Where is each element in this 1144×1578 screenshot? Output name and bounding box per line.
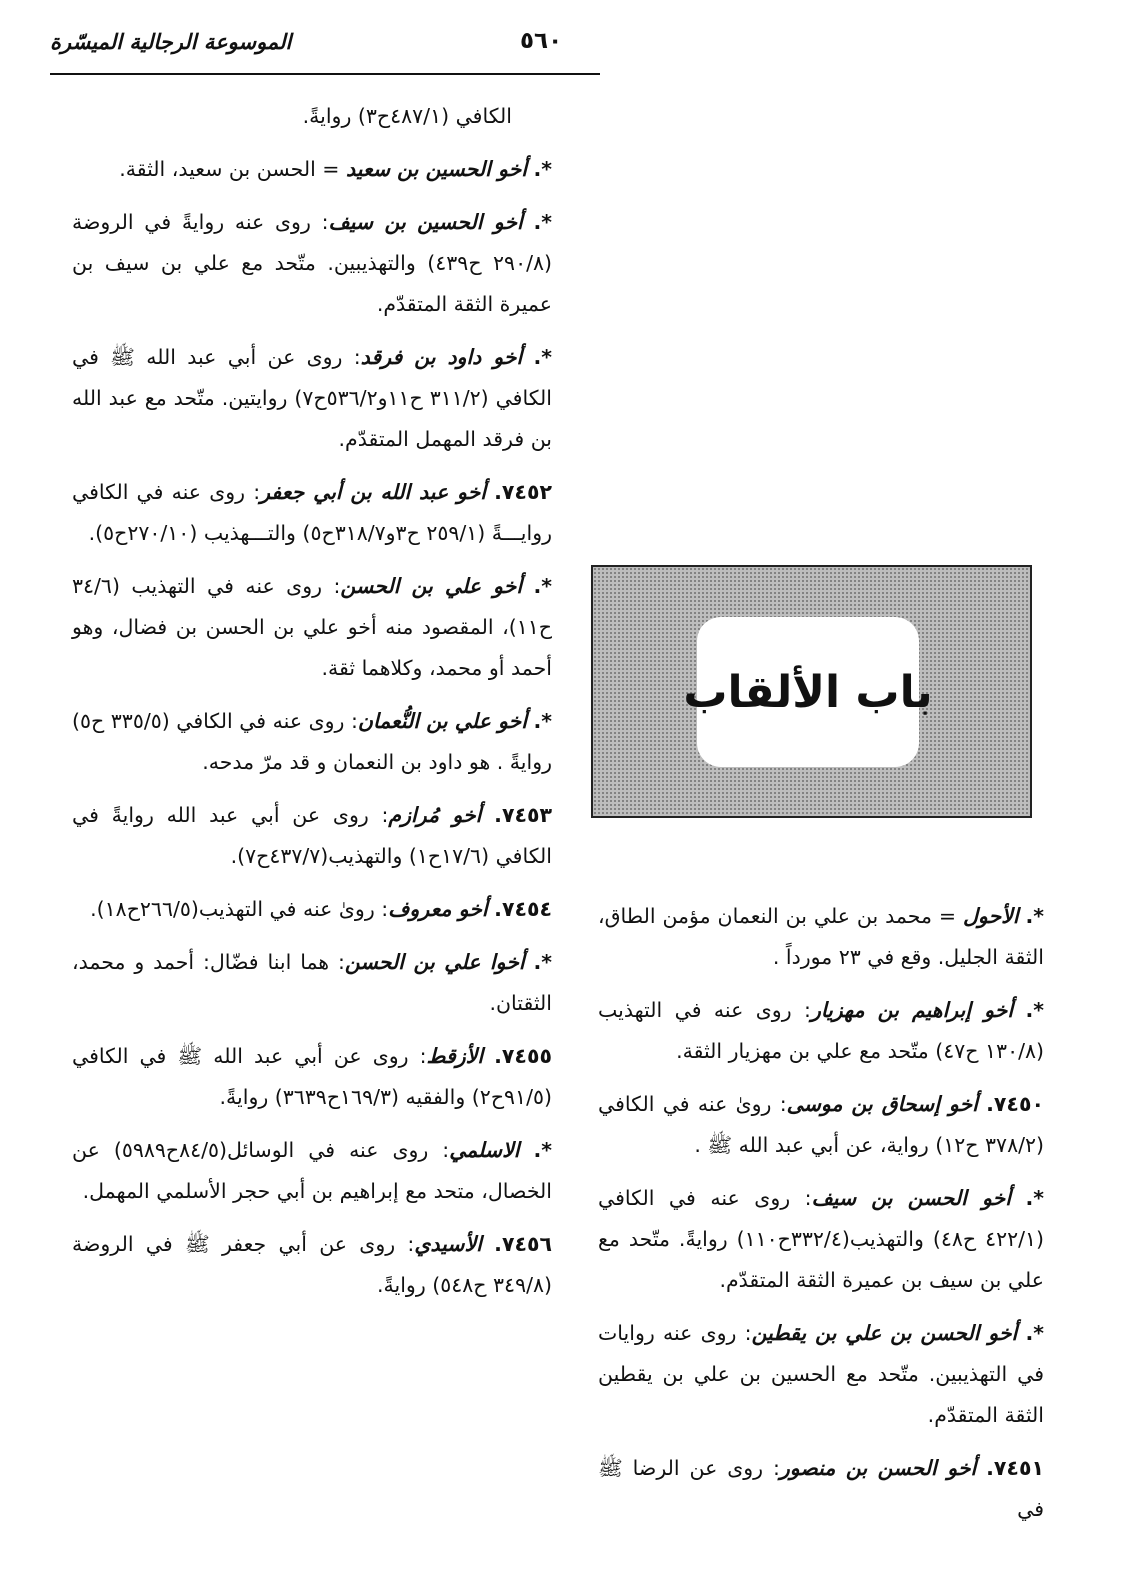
entry-marker: *. xyxy=(533,1138,552,1162)
entry-name: الأزقط xyxy=(426,1044,484,1068)
entry-text: : روى عنه في الكافي (٣٣٥/٥ ح٥) روايةً . هو داود بن النعمان و قد مرّ مدحه. xyxy=(72,709,552,774)
entry-text: : روى عن أبي عبد الله ﷺ في الكافي (٣١١/٢ ح١١و٥٣٦/٢ح٧) روايتين. متّحد مع عبد الله بن فرقد المهمل المتقدّم. xyxy=(72,345,552,451)
entry-text: : روى عنه روايةً في الروضة (٢٩٠/٨ ح٤٣٩) والتهذيبين. متّحد مع علي بن سيف بن عميرة الثقة المتقدّم. xyxy=(72,210,552,316)
entry xyxy=(598,1313,1044,1436)
entry-marker: ٧٤٥٤. xyxy=(494,897,552,921)
entry-text: : روىٰ عنه في التهذيب(٢٦٦/٥ح١٨). xyxy=(90,897,389,921)
entry xyxy=(72,337,552,460)
entry xyxy=(72,889,552,930)
entry-name: أخو إبراهيم بن مهزيار xyxy=(810,998,1014,1022)
entry-marker: ٧٤٥٣. xyxy=(494,803,552,827)
entry-name: أخو الحسن بن سيف xyxy=(811,1186,1011,1210)
entry-name: أخو داود بن فرقد xyxy=(360,345,523,369)
entry-marker: *. xyxy=(1025,998,1044,1022)
entry-name: أخو الحسين بن سعيد xyxy=(346,157,527,181)
entry-text: : روى عن أبي عبد الله روايةً في الكافي (١٧/٦ح١) والتهذيب(٤٣٧/٧ح٧). xyxy=(72,803,552,868)
entry-name: أخو الحسين بن سيف xyxy=(328,210,523,234)
entry-text: : روىٰ عنه في الكافي (٣٧٨/٢ ح١٢) رواية، عن أبي عبد الله ﷺ . xyxy=(598,1092,1044,1157)
entry xyxy=(72,202,552,325)
entry-marker: *. xyxy=(1025,904,1044,928)
continuation-text: الكافي (٤٨٧/١ح٣) روايةً. xyxy=(302,104,512,128)
entry xyxy=(72,472,552,554)
entry-marker: ٧٤٥٥. xyxy=(494,1044,552,1068)
entry xyxy=(598,990,1044,1072)
entry xyxy=(72,1224,552,1306)
entry-marker: *. xyxy=(533,709,552,733)
entry xyxy=(598,896,1044,978)
entry-marker: *. xyxy=(533,950,552,974)
entry-marker: *. xyxy=(533,574,552,598)
entry xyxy=(72,795,552,877)
page-number: ٥٦٠ xyxy=(520,28,563,54)
entry xyxy=(72,701,552,783)
entry-marker: *. xyxy=(533,157,552,181)
entry xyxy=(72,566,552,689)
entry-text: : هما ابنا فضّال: أحمد و محمد، الثقتان. xyxy=(72,950,552,1015)
entry-marker: ٧٤٥٢. xyxy=(494,480,552,504)
entry-name: أخو الحسن بن علي بن يقطين xyxy=(751,1321,1018,1345)
entry-text: : روى عنه في التهذيب (١٣٠/٨ ح٤٧) متّحد مع علي بن مهزيار الثقة. xyxy=(598,998,1044,1063)
entry-text: : روى عنه في الكافي روايـــةً (٢٥٩/١ ح٣و٣١٨/٧ح٥) والتـــهذيب (٢٧٠/١٠ح٥). xyxy=(72,480,552,545)
running-header-title: الموسوعة الرجالية الميسّرة xyxy=(50,30,292,54)
entry-name: أخو مُرازم xyxy=(388,803,482,827)
entry-text: = الحسن بن سعيد، الثقة. xyxy=(119,157,346,181)
entry-name: أخو علي بن النُّعمان xyxy=(357,709,527,733)
entry-name: أخو الحسن بن منصور xyxy=(779,1456,977,1480)
entry-marker: ٧٤٥١. xyxy=(986,1456,1044,1480)
entry-text: : روى عن الرضا ﷺ في xyxy=(598,1456,1044,1521)
entry xyxy=(598,1178,1044,1301)
entry-text: : روى عنه في التهذيب (٣٤/٦ ح١١)، المقصود منه أخو علي بن الحسن بن فضال، وهو أحمد أو محمد، وكلاهما ثقة. xyxy=(72,574,552,680)
entry xyxy=(598,1084,1044,1166)
entry-name: أخو علي بن الحسن xyxy=(340,574,523,598)
entry-text: : روى عن أبي جعفر ﷺ في الروضة (٣٤٩/٨ ح٥٤٨) روايةً. xyxy=(72,1232,552,1297)
entry xyxy=(72,942,552,1024)
entry-name: الاسلمي xyxy=(449,1138,520,1162)
entry-name: أخو إسحاق بن موسى xyxy=(786,1092,978,1116)
entry-name: الأحول xyxy=(963,904,1019,928)
entry-marker: *. xyxy=(1025,1186,1044,1210)
left-column xyxy=(72,96,552,1318)
entry-name: أخو معروف xyxy=(388,897,488,921)
entry-text: : روى عنه روايات في التهذيبين. متّحد مع الحسين بن علي بن يقطين الثقة المتقدّم. xyxy=(598,1321,1044,1427)
header-rule xyxy=(50,73,600,75)
entry xyxy=(598,1448,1044,1530)
entry-name: الأسيدي xyxy=(414,1232,482,1256)
entry-marker: ٧٤٥٦. xyxy=(494,1232,552,1256)
section-banner xyxy=(591,565,1032,818)
section-title: باب الألقاب xyxy=(683,666,933,718)
section-banner-box xyxy=(683,617,933,767)
entry xyxy=(72,149,552,190)
entry xyxy=(72,1036,552,1118)
entry-name: أخو عبد الله بن أبي جعفر xyxy=(260,480,486,504)
entry-marker: *. xyxy=(533,210,552,234)
entry-text: : روى عن أبي عبد الله ﷺ في الكافي (٩١/٥ح٢) والفقيه (١٦٩/٣ح٣٦٣٩) روايةً. xyxy=(72,1044,552,1109)
entry-marker: ٧٤٥٠. xyxy=(986,1092,1044,1116)
right-column xyxy=(598,896,1044,1542)
entry xyxy=(72,1130,552,1212)
entry-marker: *. xyxy=(1025,1321,1044,1345)
entry-text: : روى عنه في الكافي (٤٢٢/١ ح٤٨) والتهذيب(٣٣٢/٤ح١١٠) روايةً. متّحد مع علي بن سيف بن عميرة الثقة المتقدّم. xyxy=(598,1186,1045,1292)
entry-name: أخوا علي بن الحسن xyxy=(344,950,525,974)
entry-marker: *. xyxy=(533,345,552,369)
entry-text: : روى عنه في الوسائل(٨٤/٥ح٥٩٨٩) عن الخصال، متحد مع إبراهيم بن أبي حجر الأسلمي المهمل. xyxy=(72,1138,552,1203)
entry-text: = محمد بن علي بن النعمان مؤمن الطاق، الثقة الجليل. وقع في ٢٣ مورداً . xyxy=(598,904,1044,969)
